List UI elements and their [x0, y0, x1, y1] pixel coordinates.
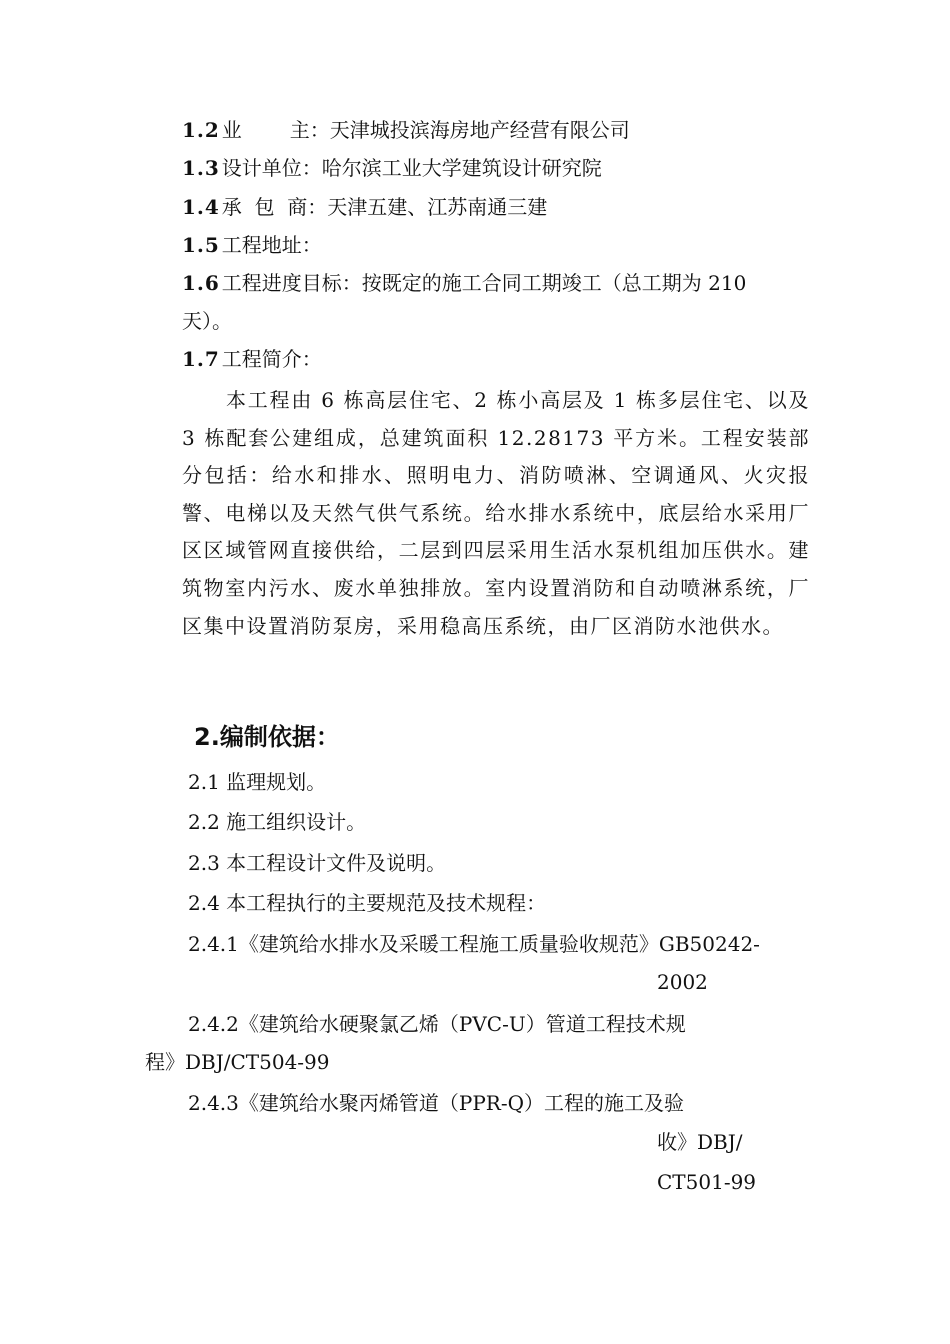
standard-ref-line: CT501-99 [657, 1170, 757, 1194]
intro-heading: 工程简介： [221, 347, 322, 371]
intro-line [182, 347, 322, 371]
standard-ref-line: 2.4.2《建筑给水硬聚氯乙烯（PVC-U）管道工程技术规 [188, 1012, 686, 1036]
contractor-text: 承 包 商：天津五建、江苏南通三建 [221, 195, 548, 219]
address-text: 工程地址： [221, 233, 322, 257]
owner-line [182, 118, 630, 142]
basis-item: 2.3 本工程设计文件及说明。 [188, 851, 447, 875]
schedule-line [182, 271, 746, 295]
standard-ref-line: 2.4.3《建筑给水聚丙烯管道（PPR-Q）工程的施工及验 [188, 1091, 685, 1115]
basis-heading: 2.编制依据： [194, 723, 340, 751]
section-number: 1.2 [182, 118, 220, 142]
basis-item: 2.4 本工程执行的主要规范及技术规程： [188, 891, 547, 915]
standard-ref-line: 2002 [657, 970, 708, 994]
section-number: 1.4 [182, 195, 220, 219]
address-line [182, 233, 322, 257]
basis-item: 2.1 监理规划。 [188, 770, 327, 794]
schedule-line-cont [182, 309, 232, 333]
section-number: 1.6 [182, 271, 220, 295]
section-number: 1.7 [182, 347, 220, 371]
schedule-text: 工程进度目标：按既定的施工合同工期竣工（总工期为 210 [221, 271, 747, 295]
contractor-line [182, 195, 547, 219]
intro-paragraph: 本工程由 6 栋高层住宅、2 栋小高层及 1 栋多层住宅、以及 3 栋配套公建组成，总建筑面积 12.28173 平方米。工程安装部分包括：给水和排水、照明电力、消防喷淋、空调通风、火灾报警、电梯以及天然气供气系统。给水排水系统中，底层给水采用厂区区域管网直接供给，二层到四层采用生活水泵机组加压供水。建筑物室内污水、废水单独排放。室内设置消防和自动喷淋系统，厂区集中设置消防泵房，采用稳高压系统，由厂区消防水池供水。 [182, 388, 810, 638]
schedule-text-cont: 天）。 [182, 309, 232, 333]
design-unit-line [182, 156, 602, 180]
section-number: 1.3 [182, 156, 220, 180]
owner-value: 天津城投滨海房地产经营有限公司 [329, 118, 630, 142]
owner-label: 业 [221, 118, 242, 142]
owner-label-end: 主： [289, 118, 330, 142]
standard-ref-line: 程》DBJ/CT504-99 [145, 1050, 330, 1074]
design-unit-text: 设计单位：哈尔滨工业大学建筑设计研究院 [221, 156, 602, 180]
standard-ref-line: 2.4.1《建筑给水排水及采暖工程施工质量验收规范》GB50242- [188, 932, 760, 956]
section-number: 1.5 [182, 233, 220, 257]
basis-item: 2.2 施工组织设计。 [188, 810, 367, 834]
standard-ref-line: 收》DBJ/ [657, 1130, 743, 1154]
